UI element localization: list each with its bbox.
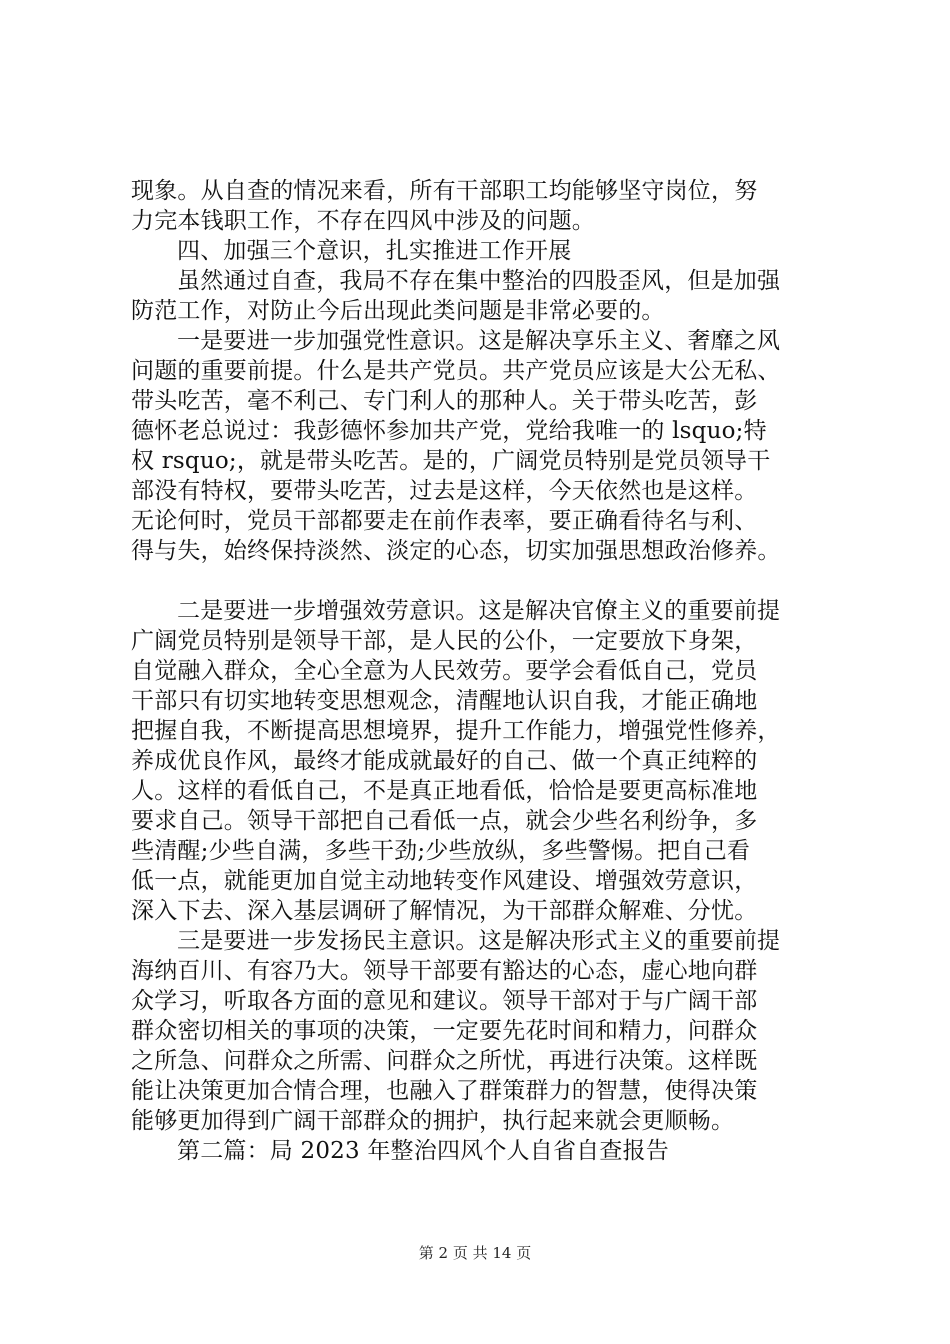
body-line: 广阔党员特别是领导干部，是人民的公仆，一定要放下身架， — [131, 628, 758, 654]
body-line: 无论何时，党员干部都要走在前作表率，要正确看待名与利、 — [131, 508, 758, 534]
body-line: 干部只有切实地转变思想观念，清醒地认识自我，才能正确地 — [131, 688, 758, 714]
body-line: 力完本钱职工作，不存在四风中涉及的问题。 — [131, 208, 595, 234]
body-line: 得与失，始终保持淡然、淡定的心态，切实加强思想政治修养。 — [131, 538, 781, 564]
section-heading: 四、加强三个意识，扎实推进工作开展 — [177, 238, 572, 264]
next-chapter-heading: 第二篇：局 2023 年整治四风个人自省自查报告 — [177, 1138, 669, 1164]
body-line: 防范工作，对防止今后出现此类问题是非常必要的。 — [131, 298, 665, 324]
document-body — [131, 176, 851, 1166]
body-line: 自觉融入群众，全心全意为人民效劳。要学会看低自己，党员 — [131, 658, 758, 684]
body-line: 三是要进一步发扬民主意识。这是解决形式主义的重要前提 — [177, 928, 781, 954]
body-line: 现象。从自查的情况来看，所有干部职工均能够坚守岗位，努 — [131, 178, 758, 204]
body-line: 众学习，听取各方面的意见和建议。领导干部对于与广阔干部 — [131, 988, 758, 1014]
body-line: 二是要进一步增强效劳意识。这是解决官僚主义的重要前提 — [177, 598, 781, 624]
body-line: 把握自我，不断提高思想境界，提升工作能力，增强党性修养， — [131, 718, 781, 744]
body-line: 群众密切相关的事项的决策，一定要先花时间和精力，问群众 — [131, 1018, 758, 1044]
paragraph-gap — [131, 566, 851, 596]
body-line: 深入下去、深入基层调研了解情况，为干部群众解难、分忧。 — [131, 898, 758, 924]
body-line: 能够更加得到广阔干部群众的拥护，执行起来就会更顺畅。 — [131, 1108, 735, 1134]
body-line: 带头吃苦，毫不利己、专门利人的那种人。关于带头吃苦，彭 — [131, 388, 758, 414]
body-line: 养成优良作风，最终才能成就最好的自己、做一个真正纯粹的 — [131, 748, 758, 774]
body-line: 些清醒;少些自满，多些干劲;少些放纵，多些警惕。把自己看 — [131, 838, 751, 864]
body-line: 低一点，就能更加自觉主动地转变作风建设、增强效劳意识， — [131, 868, 758, 894]
body-line: 人。这样的看低自己，不是真正地看低，恰恰是要更高标准地 — [131, 778, 758, 804]
body-line: 海纳百川、有容乃大。领导干部要有豁达的心态，虚心地向群 — [131, 958, 758, 984]
body-line: 虽然通过自查，我局不存在集中整治的四股歪风，但是加强 — [177, 268, 781, 294]
body-line: 要求自己。领导干部把自己看低一点，就会少些名利纷争，多 — [131, 808, 758, 834]
body-line: 部没有特权，要带头吃苦，过去是这样，今天依然也是这样。 — [131, 478, 758, 504]
body-line: 能让决策更加合情合理，也融入了群策群力的智慧，使得决策 — [131, 1078, 758, 1104]
body-line: 问题的重要前提。什么是共产党员。共产党员应该是大公无私、 — [131, 358, 781, 384]
page-footer: 第 2 页 共 14 页 — [418, 1244, 532, 1262]
body-line: 权 rsquo;，就是带头吃苦。是的，广阔党员特别是党员领导干 — [131, 448, 771, 474]
body-line: 德怀老总说过：我彭德怀参加共产党，党给我唯一的 lsquo;特 — [131, 418, 767, 444]
body-line: 一是要进一步加强党性意识。这是解决享乐主义、奢靡之风 — [177, 328, 781, 354]
body-line: 之所急、问群众之所需、问群众之所忧，再进行决策。这样既 — [131, 1048, 758, 1074]
